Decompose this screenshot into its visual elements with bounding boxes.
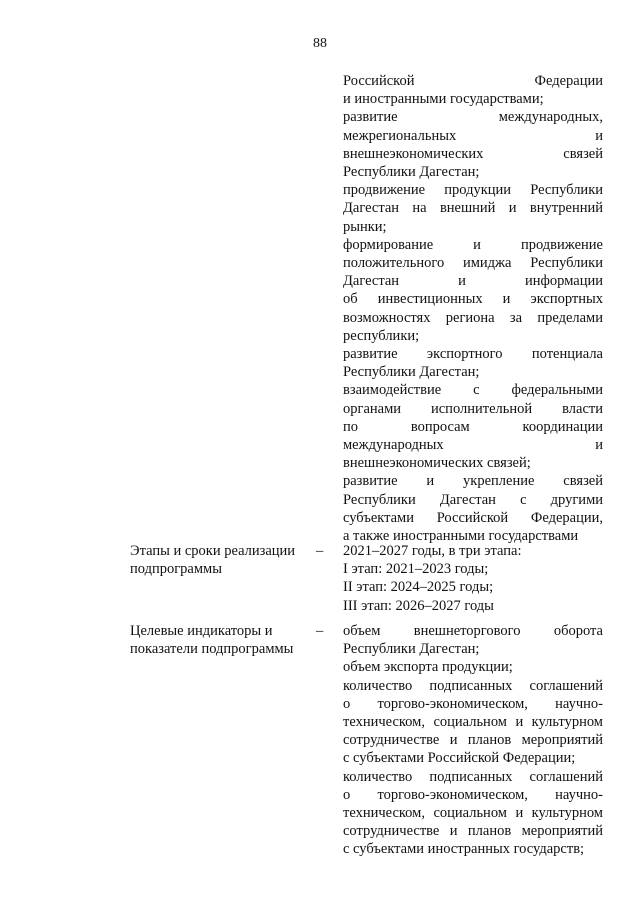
indicator-line: техническом, социальном и культурном [343,714,603,731]
text-line: развитие международных, [343,109,603,126]
continuation-text [343,72,603,545]
indicator-line: с субъектами Российской Федерации; [343,750,576,767]
text-line: внешнеэкономических связей; [343,455,531,472]
text-line: положительного имиджа Республики [343,255,603,272]
row-label-line: показатели подпрограммы [130,641,294,658]
text-line: формирование и продвижение [343,236,603,253]
indicator-line: сотрудничестве и планов мероприятий [343,823,603,840]
text-line: органами исполнительной власти [343,400,603,417]
indicator-line: количество подписанных соглашений [343,768,603,785]
text-line: развитие экспортного потенциала [343,346,603,363]
text-line: об инвестиционных и экспортных [343,291,603,308]
page-number: 88 [313,36,327,51]
stage-line: 2021–2027 годы, в три этапа: [343,543,522,559]
indicators-label [130,622,310,658]
indicator-line: с субъектами иностранных государств; [343,841,585,858]
text-line: межрегиональных и [343,127,603,144]
stage-line: II этап: 2024–2025 годы; [343,579,494,596]
text-line: возможностях региона за пределами [343,309,603,326]
indicator-line: о торгово-экономическом, научно- [343,695,603,712]
text-line: взаимодействие с федеральными [343,382,603,399]
text-line: международных и [343,437,603,454]
indicator-line: Республики Дагестан; [343,641,480,658]
text-line: а также иностранными государствами [343,528,579,545]
row-label-line: подпрограммы [130,561,222,578]
text-line: продвижение продукции Республики [343,182,603,199]
indicator-line: техническом, социальном и культурном [343,805,603,822]
text-line: Республики Дагестан с другими [343,491,603,508]
text-line: развитие и укрепление связей [343,473,603,490]
stage-line: I этап: 2021–2023 годы; [343,561,489,578]
indicator-line: объем экспорта продукции; [343,659,513,676]
text-line: Республики Дагестан; [343,164,480,181]
indicator-line: сотрудничестве и планов мероприятий [343,732,603,749]
text-line: по вопросам координации [343,418,603,435]
indicators-text [343,622,603,859]
indicator-line: о торгово-экономическом, научно- [343,786,603,803]
stage-line: III этап: 2026–2027 годы [343,597,494,614]
stages-label [130,542,310,578]
text-line: республики; [343,327,420,344]
text-line: и иностранными государствами; [343,91,544,108]
indicators-dash: – [316,623,324,639]
stages-dash: – [316,543,324,559]
row-label-line: Целевые индикаторы и [130,623,273,639]
stages-text [343,542,603,615]
indicator-line: количество подписанных соглашений [343,677,603,694]
text-line: Республики Дагестан; [343,364,480,381]
text-line: Российской Федерации [343,73,603,89]
indicator-line: объем внешнеторгового оборота [343,623,603,639]
text-line: внешнеэкономических связей [343,145,603,162]
row-label-line: Этапы и сроки реализации [130,543,296,559]
text-line: субъектами Российской Федерации, [343,509,603,526]
text-line: Дагестан на внешний и внутренний [343,200,603,217]
text-line: рынки; [343,218,387,235]
text-line: Дагестан и информации [343,273,603,290]
